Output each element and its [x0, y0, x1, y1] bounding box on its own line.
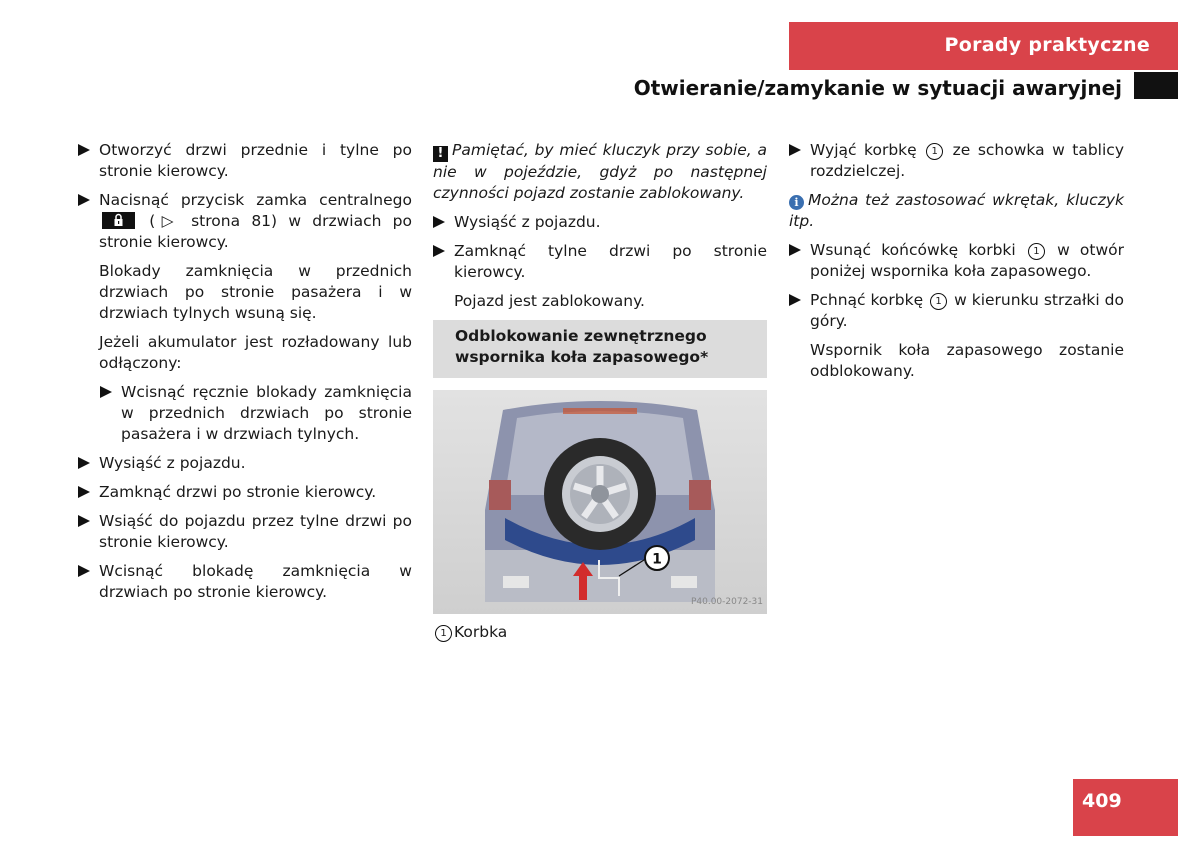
- list-item: Zamknąć tylne drzwi po stronie kierowcy.: [433, 241, 767, 283]
- list-item: Wcisnąć blokadę zamknięcia w drzwiach po stronie kierowcy.: [78, 561, 412, 603]
- paragraph: Wspornik koła zapasowego zostanie odblokowany.: [810, 341, 1124, 380]
- bullet-arrow-icon: [100, 386, 112, 398]
- warning-icon: !: [433, 146, 448, 162]
- bullet-arrow-icon: [78, 565, 90, 577]
- callout-number: 1: [930, 293, 947, 310]
- list-item: Pchnąć korbkę 1 w kierunku strzałki do góry.: [789, 290, 1124, 332]
- spare-wheel-figure: [433, 390, 767, 614]
- section-marker-block: [1134, 72, 1178, 99]
- callout-number: 1: [926, 143, 943, 160]
- list-item: Wsiąść do pojazdu przez tylne drzwi po stronie kierowcy.: [78, 511, 412, 553]
- list-item: Wysiąść z pojazdu.: [433, 212, 767, 233]
- list-item: Wcisnąć ręcznie blokady zamknięcia w przednich drzwiach po stronie pasażera i w drzwiach tylnych.: [100, 382, 412, 445]
- callout-number: 1: [435, 625, 452, 642]
- info-icon: i: [789, 195, 804, 210]
- figure-marker: 1: [652, 551, 662, 568]
- column-right: [789, 140, 1124, 390]
- paragraph: Blokady zamknięcia w przednich drzwiach po stronie pasażera i w drzwiach tylnych wsuną się.: [99, 262, 412, 322]
- info-note: i Można też zastosować wkrętak, kluczyk itp.: [789, 191, 1124, 230]
- column-left: [78, 140, 412, 611]
- list-item: Wysiąść z pojazdu.: [78, 453, 412, 474]
- central-lock-icon: [102, 212, 135, 229]
- paragraph: Pojazd jest zablokowany.: [454, 292, 645, 310]
- page-number: 409: [1082, 790, 1122, 812]
- bullet-arrow-icon: [433, 216, 445, 228]
- list-item: Nacisnąć przycisk zamka centralnego (▷ strona 81) w drzwiach po stronie kierowcy.: [78, 190, 412, 253]
- bullet-arrow-icon: [789, 144, 801, 156]
- bullet-arrow-icon: [789, 294, 801, 306]
- figure-caption: 1 Korbka: [433, 622, 767, 643]
- page-number-tab: [1073, 779, 1178, 836]
- column-middle: [433, 140, 767, 643]
- figure-code: P40.00-2072-31: [690, 597, 763, 607]
- bullet-arrow-icon: [78, 486, 90, 498]
- chapter-header-band: [789, 22, 1178, 70]
- list-item: Wsunąć końcówkę korbki 1 w otwór poniżej wspornika koła zapasowego.: [789, 240, 1124, 282]
- bullet-arrow-icon: [78, 457, 90, 469]
- warning-note: ! Pamiętać, by mieć kluczyk przy sobie, a nie w pojeździe, gdyż po następnej czynności pojazd zostanie zablokowany.: [433, 141, 767, 202]
- chapter-title: Porady praktyczne: [944, 34, 1150, 56]
- bullet-arrow-icon: [789, 244, 801, 256]
- bullet-arrow-icon: [78, 144, 90, 156]
- bullet-arrow-icon: [78, 194, 90, 206]
- subsection-heading: Odblokowanie zewnętrznego wspornika koła zapasowego*: [433, 320, 767, 378]
- list-item: Zamknąć drzwi po stronie kierowcy.: [78, 482, 412, 503]
- list-item: Wyjąć korbkę 1 ze schowka w tablicy rozdzielczej.: [789, 140, 1124, 182]
- bullet-arrow-icon: [78, 515, 90, 527]
- paragraph: Jeżeli akumulator jest rozładowany lub odłączony:: [99, 333, 412, 372]
- list-item: Otworzyć drzwi przednie i tylne po stronie kierowcy.: [78, 140, 412, 182]
- callout-number: 1: [1028, 243, 1045, 260]
- bullet-arrow-icon: [433, 245, 445, 257]
- section-title: Otwieranie/zamykanie w sytuacji awaryjnej: [633, 76, 1122, 100]
